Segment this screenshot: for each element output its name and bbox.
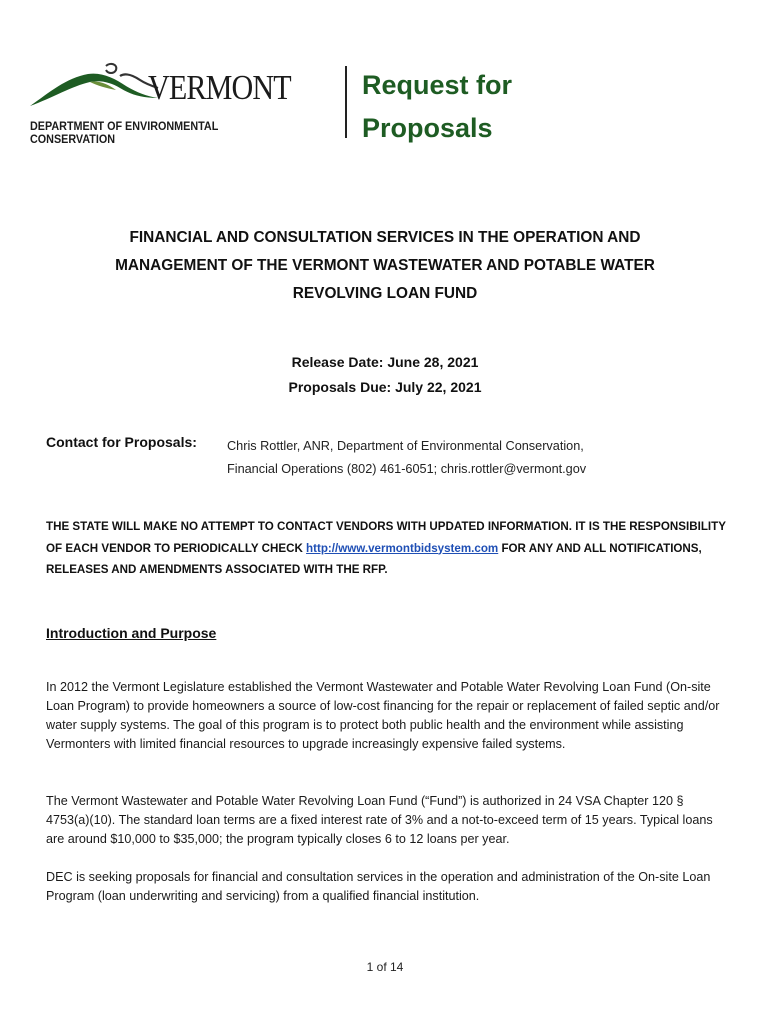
contact-line2: Financial Operations (802) 461-6051; chris.rottler@vermont.gov bbox=[227, 462, 587, 476]
logo-department-name: DEPARTMENT OF ENVIRONMENTAL CONSERVATION bbox=[30, 120, 219, 146]
title-line1: FINANCIAL AND CONSULTATION SERVICES IN THE OPERATION AND bbox=[129, 229, 641, 246]
proposals-due-date: Proposals Due: July 22, 2021 bbox=[288, 379, 482, 395]
intro-paragraph-3: DEC is seeking proposals for financial and consultation services in the operation and administration of the On-site Loan Program (loan underwriting and servicing) from a qualified financial institution. bbox=[46, 870, 711, 903]
header-divider bbox=[345, 66, 347, 138]
document-type-line1: Request for bbox=[362, 70, 513, 100]
notice-text-after: FOR ANY AND ALL NOTIFICATIONS, RELEASES AND AMENDMENTS ASSOCIATED WITH THE RFP. bbox=[46, 541, 702, 576]
page-number: 1 of 14 bbox=[366, 960, 404, 974]
document-type-line2: Proposals bbox=[362, 113, 493, 143]
vendor-notice bbox=[46, 516, 726, 581]
vermont-dec-logo bbox=[28, 62, 318, 146]
contact-details bbox=[227, 435, 727, 481]
contact-label: Contact for Proposals: bbox=[46, 434, 197, 450]
title-line3: REVOLVING LOAN FUND bbox=[292, 285, 478, 302]
key-dates bbox=[140, 350, 630, 400]
bid-system-link[interactable]: http://www.vermontbidsystem.com bbox=[306, 541, 499, 555]
document-type bbox=[362, 64, 612, 150]
contact-line1: Chris Rottler, ANR, Department of Environmental Conservation, bbox=[227, 439, 584, 453]
document-title bbox=[60, 224, 710, 308]
logo-wordmark: VERMONT bbox=[148, 68, 291, 107]
release-date: Release Date: June 28, 2021 bbox=[291, 354, 479, 370]
notice-text-before: THE STATE WILL MAKE NO ATTEMPT TO CONTACT VENDORS WITH UPDATED INFORMATION. IT IS THE RESPONSIBILITY OF EACH VENDOR TO PERIODICALLY CHECK bbox=[46, 520, 726, 555]
intro-paragraph-1: In 2012 the Vermont Legislature established the Vermont Wastewater and Potable Water Revolving Loan Fund (On-site Loan Program) to provide homeowners a source of low-cost financing for the repair or replacement of failed septic and/or water supply systems. The goal of this program is to protect both public health and the environment while assisting Vermonters with limited financial resources to upgrade increasingly expensive failed systems. bbox=[46, 680, 720, 751]
title-line2: MANAGEMENT OF THE VERMONT WASTEWATER AND POTABLE WATER bbox=[115, 257, 655, 274]
section-heading: Introduction and Purpose bbox=[46, 625, 217, 641]
intro-paragraph-2: The Vermont Wastewater and Potable Water Revolving Loan Fund (“Fund”) is authorized in 24 VSA Chapter 120 § 4753(a)(10). The standard loan terms are a fixed interest rate of 3% and a not-to-exceed term of 15 years. Typical loans are around $10,000 to $35,000; the program typically closes 6 to 12 loans per year. bbox=[46, 794, 713, 846]
